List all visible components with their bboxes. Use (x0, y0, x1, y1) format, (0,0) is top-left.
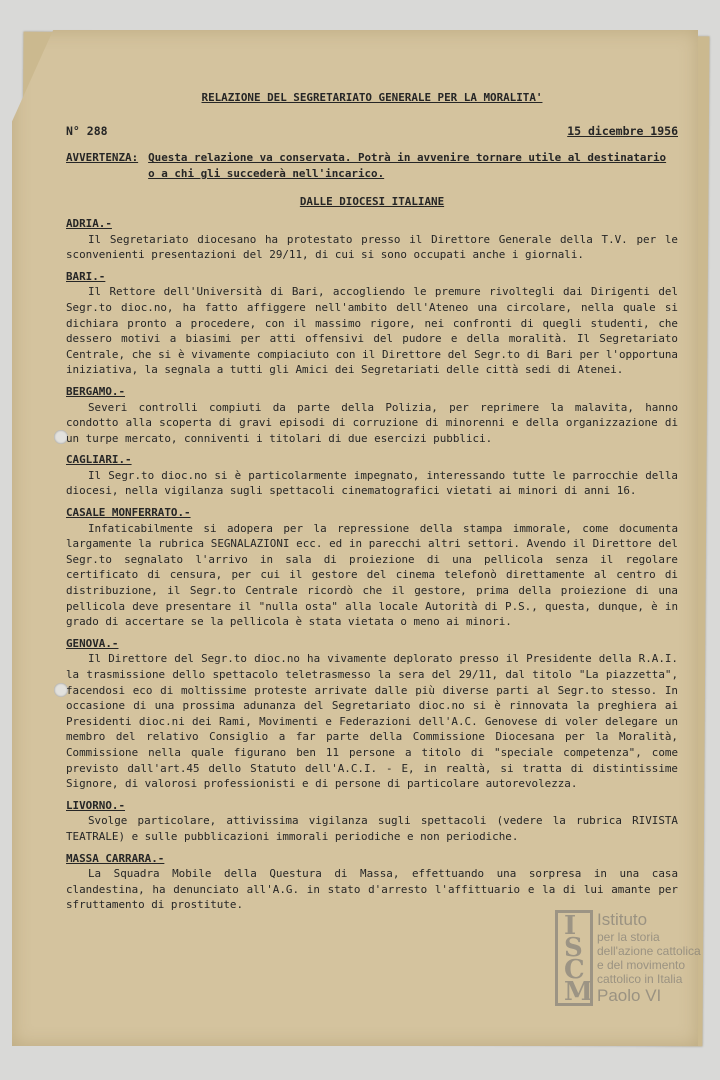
document-number: N° 288 (66, 123, 108, 138)
city-text: La Squadra Mobile della Questura di Massa, effettuando una sorpresa in una casa clandestina, ha denunciato all'A.G. in stato d'arresto l'affittuario e la di lui amante per sfruttamento di prostitute. (66, 867, 678, 912)
watermark-line: cattolico in Italia (597, 972, 683, 986)
section-heading: DALLE DIOCESI ITALIANE (299, 195, 445, 209)
city-name: MASSA CARRARA.- (66, 851, 165, 865)
watermark-line: Istituto (597, 910, 648, 929)
city-text: Il Segr.to dioc.no si è particolarmente impegnato, interessando tutte le parrocchie della diocesi, nella vigilanza sugli spettacoli cinematografici vietati ai minori di anni 16. (66, 468, 678, 498)
document-title: RELAZIONE DEL SEGRETARIATO GENERALE PER LA MORALITA' (201, 91, 543, 104)
city-name: BARI.- (66, 269, 106, 283)
archive-watermark (555, 910, 705, 1010)
city-name: LIVORNO.- (66, 798, 126, 812)
watermark-line: per la storia (597, 930, 660, 944)
city-name: ADRIA.- (66, 216, 112, 230)
city-entry-genova (66, 636, 678, 792)
city-entry-massa-carrara (66, 851, 678, 913)
city-text: Il Direttore del Segr.to dioc.no ha vivamente deplorato presso il Presidente della R.A.I. la trasmissione dello spettacolo teletrasmesso la sera del 29/11, dal titolo "La piazzetta", facendosi eco di moltissime proteste arrivate dalle più diverse parti al Segr.to stesso. In occasione di una prossima adunanza del Segretariato dioc.no si è rinnovata la preghiera ai Presidenti dioc.ni dei Rami, Movimenti e Federazioni dell'A.C. Genovese di voler delegare un membro del relativo Consiglio a far parte della Commissione Diocesana per la Moralità, Commissione nella quale figurano ben 11 persone a titolo di "speciale competenza", come previsto dall'art.45 dello Statuto dell'A.C.I. - E, in realtà, si tratta di distintissime Signore, di valorosi professionisti e di persone di particolare autorevolezza. (66, 652, 678, 791)
city-entry-livorno (66, 798, 678, 845)
warning-text: Questa relazione va conservata. Potrà in avvenire tornare utile al destinatario o a chi gli succederà nell'incarico. (148, 151, 667, 180)
watermark-letter: M (564, 977, 593, 1007)
city-text: Il Segretariato diocesano ha protestato presso il Direttore Generale della T.V. per le sconvenienti presentazioni del 29/11, di cui si sono occupati anche i giornali. (66, 232, 678, 262)
document-body (66, 90, 678, 913)
watermark-letter: I (564, 911, 577, 941)
warning-label: AVVERTENZA: (66, 151, 139, 165)
watermark-line: dell'azione cattolica (597, 944, 701, 958)
watermark-letter: S (564, 933, 583, 963)
watermark-line: e del movimento (597, 958, 686, 972)
city-text: Infaticabilmente si adopera per la repressione della stampa immorale, come documenta largamente la rubrica SEGNALAZIONI ecc. ed in parecchi altri settori. Avendo il Direttore del Segr.to segnalato l'arrivo in sala di proiezione di una pellicola senza il regolare certificato di censura, per cui il gestore del cinema telefonò direttamente al centro di distribuzione, il Segr.to Centrale ricordò che il gestore, prima della proiezione di una pellicola deve presentare il "nulla osta" alla locale Autorità di P.S., questa, dunque, è in grado di accertare se la pellicola è stata vietata o meno ai minori. (66, 521, 678, 629)
city-text: Severi controlli compiuti da parte della Polizia, per reprimere la malavita, hanno condotto alla scoperta di gravi episodi di corruzione di minorenni e della organizzazione di un turpe mercato, conniventi i titolari di due esercizi pubblici. (66, 400, 678, 445)
document-date: 15 dicembre 1956 (567, 123, 678, 138)
watermark-line: Paolo VI (597, 986, 662, 1005)
city-entry-adria (66, 216, 678, 263)
watermark-letter: C (564, 955, 585, 985)
number-date-row (66, 124, 678, 140)
city-name: GENOVA.- (66, 636, 119, 650)
city-entry-casale-monferrato (66, 505, 678, 630)
city-entry-bergamo (66, 384, 678, 446)
city-name: BERGAMO.- (66, 384, 126, 398)
watermark-mark (555, 910, 593, 1006)
city-name: CAGLIARI.- (66, 453, 132, 467)
city-entry-bari (66, 269, 678, 378)
city-text: Il Rettore dell'Università di Bari, accogliendo le premure rivoltegli dai Dirigenti del Segr.to dioc.no, ha fatto affiggere nell'ambito dell'Ateneo una circolare, nella quale si dichiara pronto a procedere, con il massimo rigore, nei confronti di quegli studenti, che dessero motivi a biasimi per atti offensivi del pudore e della moralità. Il Segretariato Centrale, che si è vivamente compiaciuto con il Direttore del Segr.to di Bari per l'opportuna iniziativa, la segnala a tutti gli Amici dei Segretariati delle città sedi di Atenei. (66, 285, 678, 377)
warning-block (66, 150, 678, 181)
city-name: CASALE MONFERRATO.- (66, 506, 191, 520)
city-entry-cagliari (66, 452, 678, 499)
city-text: Svolge particolare, attivissima vigilanza sugli spettacoli (vedere la rubrica RIVISTA TEATRALE) e sulle pubblicazioni immorali periodiche e non periodiche. (66, 814, 678, 843)
